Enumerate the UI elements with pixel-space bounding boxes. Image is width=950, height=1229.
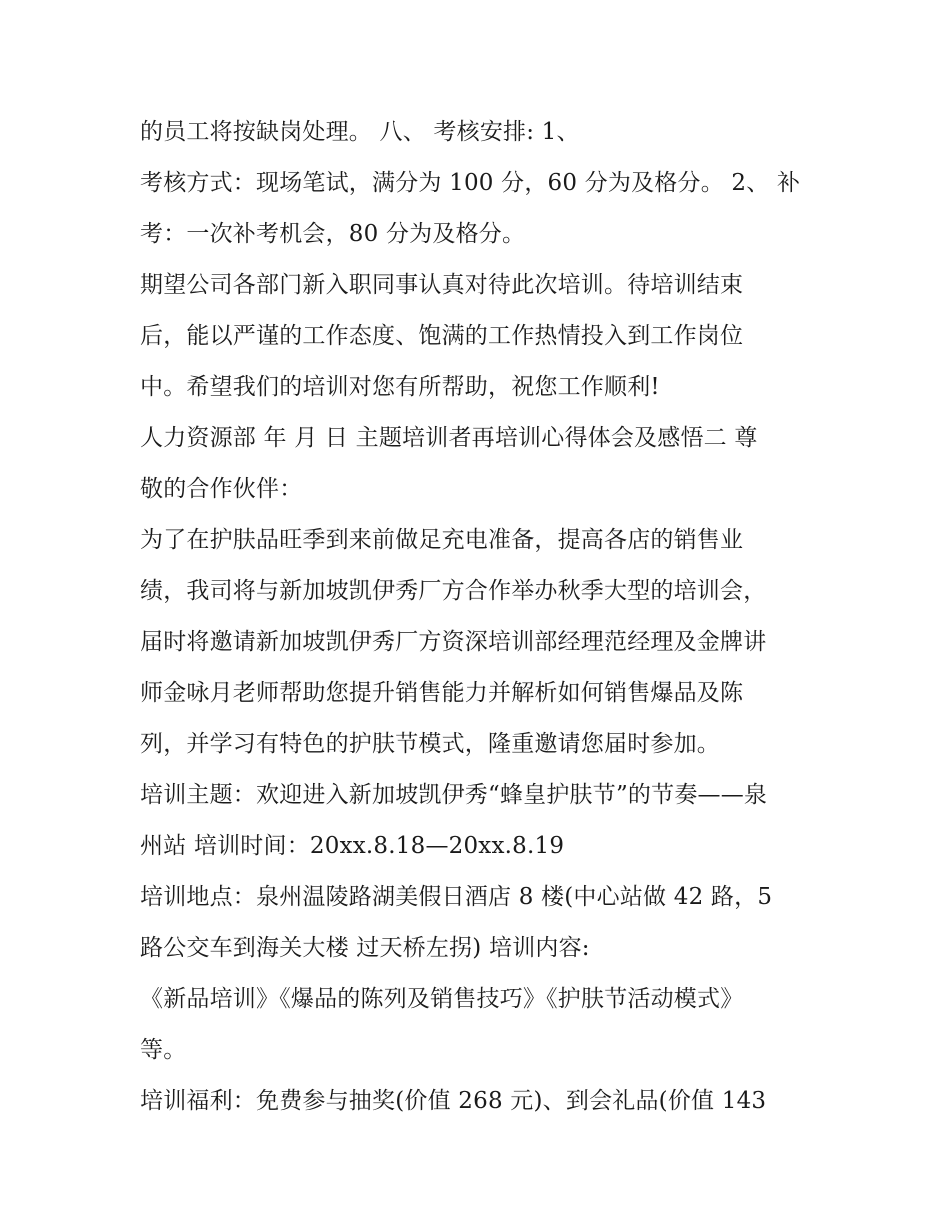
text-line-15: 州站 培训时间：20xx.8.18—20xx.8.19 <box>140 833 565 859</box>
text-line-20: 培训福利：免费参与抽奖(价值 268 元)、到会礼品(价值 143 <box>140 1088 767 1114</box>
text-line-17: 路公交车到海关大楼 过天桥左拐) 培训内容: <box>140 935 590 961</box>
document-body <box>140 107 820 1127</box>
text-line-12: 师金咏月老师帮助您提升销售能力并解析如何销售爆品及陈 <box>140 680 744 706</box>
text-line-10: 绩，我司将与新加坡凯伊秀厂方合作举办秋季大型的培训会， <box>140 578 767 604</box>
text-line-3: 考：一次补考机会，80 分为及格分。 <box>140 221 526 247</box>
text-line-14: 培训主题：欢迎进入新加坡凯伊秀“蜂皇护肤节”的节奏——泉 <box>140 782 768 808</box>
text-line-6: 中。希望我们的培训对您有所帮助，祝您工作顺利! <box>140 374 660 400</box>
text-line-1: 的员工将按缺岗处理。 八、 考核安排: 1、 <box>140 119 580 145</box>
text-line-9: 为了在护肤品旺季到来前做足充电准备，提高各店的销售业 <box>140 527 744 553</box>
text-line-16: 培训地点：泉州温陵路湖美假日酒店 8 楼(中心站做 42 路，5 <box>140 884 773 910</box>
text-line-11: 届时将邀请新加坡凯伊秀厂方资深培训部经理范经理及金牌讲 <box>140 629 767 655</box>
text-line-7: 人力资源部 年 月 日 主题培训者再培训心得体会及感悟二 尊 <box>140 425 758 451</box>
text-line-19: 等。 <box>140 1037 187 1063</box>
text-line-2: 考核方式：现场笔试，满分为 100 分，60 分为及格分。 2、 补 <box>140 170 801 196</box>
text-line-13: 列，并学习有特色的护肤节模式，隆重邀请您届时参加。 <box>140 731 720 757</box>
text-line-4: 期望公司各部门新入职同事认真对待此次培训。待培训结束 <box>140 272 744 298</box>
text-line-18: 《新品培训》《爆品的陈列及销售技巧》《护肤节活动模式》 <box>140 986 744 1012</box>
text-line-8: 敬的合作伙伴： <box>140 476 303 502</box>
text-line-5: 后，能以严谨的工作态度、饱满的工作热情投入到工作岗位 <box>140 323 744 349</box>
